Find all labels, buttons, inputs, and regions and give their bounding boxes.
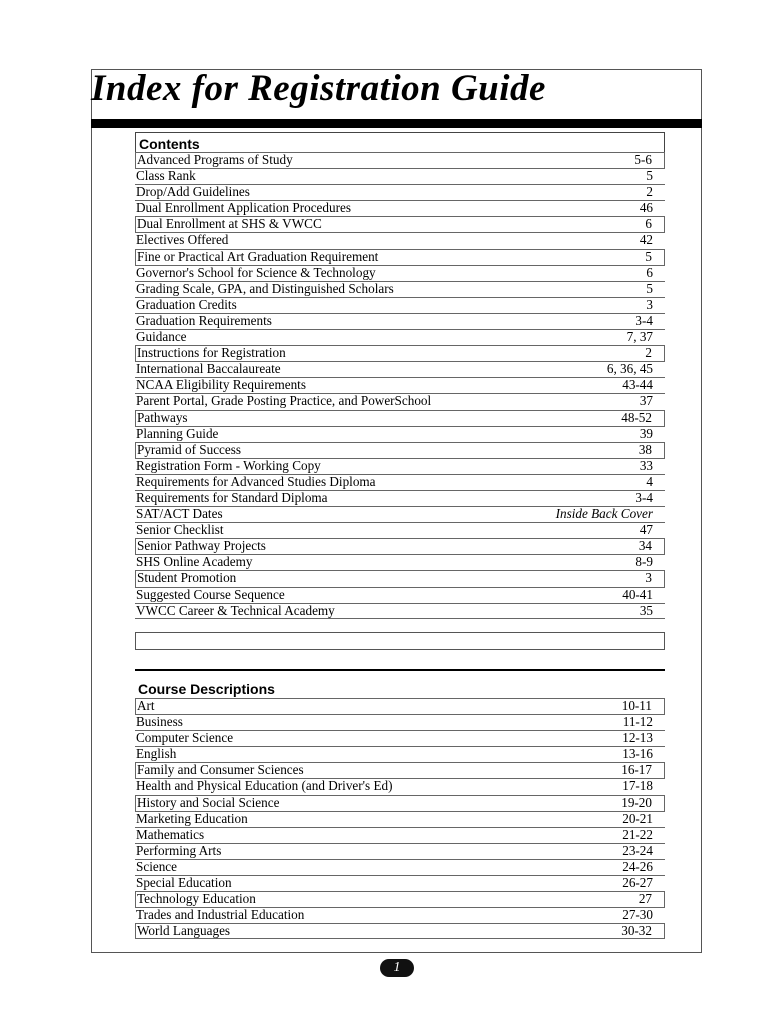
index-entry-page: 42 [639, 232, 653, 248]
index-entry-label: International Baccalaureate [136, 361, 281, 377]
index-entry-label: Family and Consumer Sciences [137, 762, 304, 778]
index-entry-label: Computer Science [136, 730, 234, 746]
index-entry-page: 38 [638, 441, 652, 457]
index-row [135, 297, 665, 313]
index-entry-page: 6 [645, 216, 652, 232]
index-entry-page: 43-44 [622, 377, 653, 393]
index-entry-label: Dual Enrollment at SHS & VWCC [137, 216, 322, 232]
index-row [135, 522, 665, 538]
index-entry-label: Pathways [137, 409, 188, 425]
index-entry-label: Registration Form - Working Copy [136, 457, 321, 473]
course-descriptions-section [135, 678, 665, 939]
contents-list [135, 152, 665, 619]
index-entry-page: 5 [646, 168, 653, 184]
index-entry-label: Pyramid of Success [137, 441, 242, 457]
index-entry-page: 27 [638, 891, 652, 907]
index-entry-label: Graduation Credits [136, 296, 237, 312]
index-entry-label: Electives Offered [136, 232, 229, 248]
index-entry-page: 4 [646, 473, 653, 489]
index-entry-page: 21-22 [622, 826, 653, 842]
index-row [135, 778, 665, 794]
index-entry-page: 2 [645, 345, 652, 361]
index-row [135, 891, 665, 907]
index-entry-page: 6 [646, 264, 653, 280]
index-row [135, 714, 665, 730]
index-row [135, 168, 665, 184]
index-entry-page: 47 [639, 522, 653, 538]
index-entry-page: 6, 36, 45 [606, 361, 653, 377]
index-entry-label: Special Education [136, 875, 232, 891]
index-entry-page: Inside Back Cover [555, 506, 653, 522]
index-entry-page: 7, 37 [626, 329, 653, 345]
index-row [135, 859, 665, 875]
index-entry-page: 17-18 [622, 778, 653, 794]
index-entry-page: 34 [638, 538, 652, 554]
index-entry-label: Advanced Programs of Study [137, 152, 293, 167]
index-entry-label: Mathematics [136, 826, 205, 842]
course-descriptions-list [135, 698, 665, 939]
index-entry-label: World Languages [137, 923, 231, 939]
index-entry-label: Requirements for Advanced Studies Diploma [136, 473, 376, 489]
index-row [135, 184, 665, 200]
index-row [135, 313, 665, 329]
index-row [135, 152, 665, 168]
title-divider [91, 119, 702, 128]
index-entry-label: Student Promotion [137, 570, 237, 586]
index-row [135, 361, 665, 377]
page-number-badge: 1 [380, 959, 414, 977]
index-row [135, 762, 665, 778]
index-entry-page: 26-27 [622, 875, 653, 891]
index-row [135, 506, 665, 522]
index-entry-page: 3 [645, 570, 652, 586]
index-entry-label: Requirements for Standard Diploma [136, 489, 328, 505]
index-entry-page: 16-17 [621, 762, 652, 778]
index-entry-label: Business [136, 714, 183, 730]
index-entry-page: 3 [646, 296, 653, 312]
index-entry-page: 39 [639, 425, 653, 441]
index-row [135, 554, 665, 570]
index-entry-label: Fine or Practical Art Graduation Requirement [137, 248, 379, 264]
index-entry-label: Parent Portal, Grade Posting Practice, and PowerSchool [136, 393, 432, 409]
index-entry-page: 11-12 [622, 714, 653, 730]
index-row [135, 698, 665, 714]
index-row [135, 490, 665, 506]
index-row [135, 843, 665, 859]
index-row [135, 875, 665, 891]
index-entry-page: 10-11 [621, 698, 652, 713]
index-entry-label: Drop/Add Guidelines [136, 184, 250, 200]
index-entry-label: Instructions for Registration [137, 345, 286, 361]
index-entry-page: 37 [639, 393, 653, 409]
index-row [135, 393, 665, 409]
index-row [135, 603, 665, 619]
index-entry-label: Senior Pathway Projects [137, 538, 266, 554]
index-entry-label: NCAA Eligibility Requirements [136, 377, 306, 393]
index-entry-label: Graduation Requirements [136, 312, 272, 328]
index-entry-label: Marketing Education [136, 810, 248, 826]
index-entry-label: Class Rank [136, 168, 196, 184]
index-entry-label: Trades and Industrial Education [136, 907, 305, 923]
index-entry-page: 20-21 [622, 810, 653, 826]
index-entry-label: Guidance [136, 329, 187, 345]
index-entry-label: Grading Scale, GPA, and Distinguished Scholars [136, 280, 394, 296]
index-row [135, 795, 665, 811]
index-entry-label: Science [136, 858, 178, 874]
index-entry-label: Suggested Course Sequence [136, 586, 285, 602]
index-row [135, 746, 665, 762]
index-entry-label: Governor's School for Science & Technology [136, 264, 376, 280]
index-row [135, 329, 665, 345]
index-entry-page: 23-24 [622, 842, 653, 858]
index-row [135, 377, 665, 393]
index-entry-page: 5-6 [634, 152, 652, 167]
index-entry-label: English [136, 746, 177, 762]
index-row [135, 426, 665, 442]
index-row [135, 827, 665, 843]
index-row [135, 907, 665, 923]
index-row [135, 538, 665, 554]
index-row [135, 410, 665, 426]
index-entry-label: Dual Enrollment Application Procedures [136, 200, 351, 216]
index-entry-page: 13-16 [622, 746, 653, 762]
index-entry-page: 24-26 [622, 858, 653, 874]
index-entry-label: History and Social Science [137, 794, 280, 810]
index-entry-page: 27-30 [622, 907, 653, 923]
index-entry-label: Technology Education [137, 891, 256, 907]
index-entry-page: 35 [639, 602, 653, 618]
index-entry-page: 2 [646, 184, 653, 200]
index-row [135, 458, 665, 474]
index-entry-page: 30-32 [621, 923, 652, 939]
index-row [135, 811, 665, 827]
index-entry-label: Performing Arts [136, 842, 222, 858]
index-row [135, 570, 665, 586]
page-title: Index for Registration Guide [91, 68, 546, 109]
index-row [135, 265, 665, 281]
index-row [135, 200, 665, 216]
index-entry-page: 5 [645, 248, 652, 264]
index-entry-label: SHS Online Academy [136, 554, 253, 570]
index-row [135, 216, 665, 232]
index-entry-page: 33 [639, 457, 653, 473]
index-entry-page: 19-20 [621, 794, 652, 810]
index-entry-page: 8-9 [635, 554, 653, 570]
index-entry-page: 46 [639, 200, 653, 216]
course-descriptions-heading: Course Descriptions [138, 681, 275, 697]
index-entry-label: Senior Checklist [136, 522, 224, 538]
index-entry-page: 5 [646, 280, 653, 296]
section-divider [135, 669, 665, 671]
index-entry-label: Art [137, 698, 155, 713]
index-entry-label: VWCC Career & Technical Academy [136, 602, 335, 618]
index-entry-page: 3-4 [635, 489, 653, 505]
index-row [135, 730, 665, 746]
index-row [135, 232, 665, 248]
index-row [135, 474, 665, 490]
index-entry-page: 40-41 [622, 586, 653, 602]
index-entry-page: 48-52 [621, 409, 652, 425]
index-entry-page: 3-4 [635, 312, 653, 328]
index-entry-label: SAT/ACT Dates [136, 506, 223, 522]
index-row [135, 281, 665, 297]
contents-section [135, 132, 665, 619]
index-entry-label: Health and Physical Education (and Driver's Ed) [136, 778, 393, 794]
index-row [135, 923, 665, 939]
index-row [135, 587, 665, 603]
blank-row-box [135, 632, 665, 650]
index-row [135, 442, 665, 458]
contents-heading: Contents [135, 132, 665, 152]
index-row [135, 345, 665, 361]
index-row [135, 249, 665, 265]
index-entry-page: 12-13 [622, 730, 653, 746]
index-entry-label: Planning Guide [136, 425, 219, 441]
